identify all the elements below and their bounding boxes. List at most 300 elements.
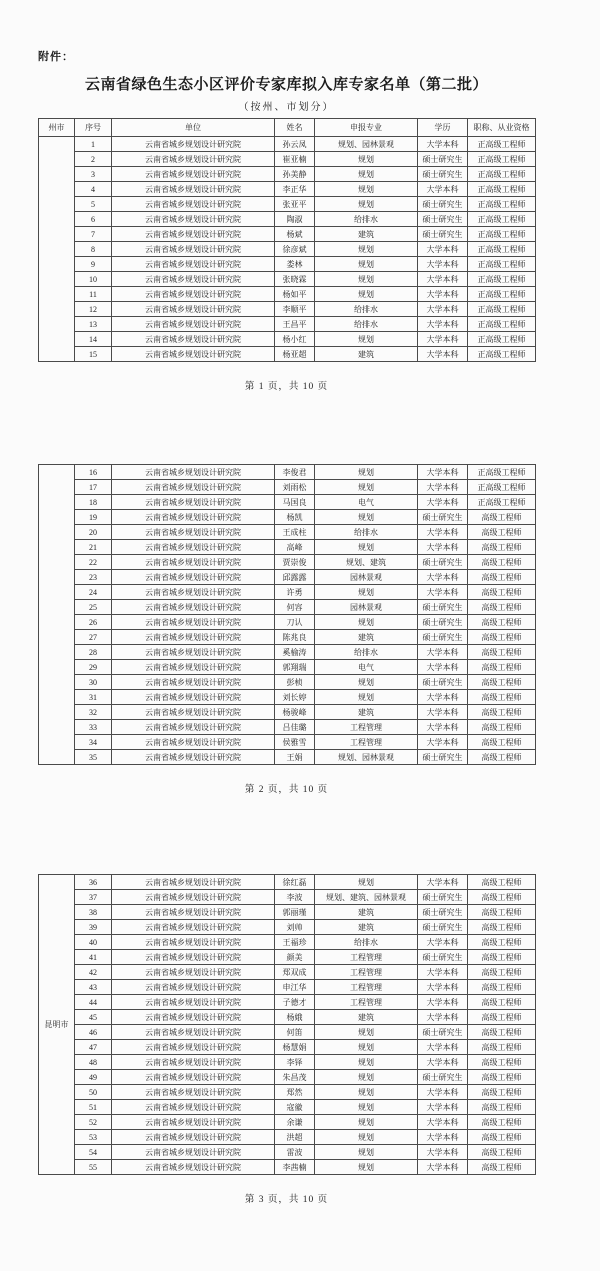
expert-name: 申江华 [275, 980, 315, 995]
declared-major: 规划 [315, 287, 418, 302]
unit: 云南省城乡规划设计研究院 [112, 905, 275, 920]
expert-name: 侯雅雪 [275, 735, 315, 750]
unit: 云南省城乡规划设计研究院 [112, 720, 275, 735]
professional-title: 高级工程师 [468, 525, 536, 540]
professional-title: 高级工程师 [468, 920, 536, 935]
education: 大学本科 [418, 1115, 468, 1130]
table-row [39, 1085, 536, 1100]
education: 大学本科 [418, 137, 468, 152]
declared-major: 规划 [315, 197, 418, 212]
table-row [39, 615, 536, 630]
table-row [39, 600, 536, 615]
professional-title: 高级工程师 [468, 995, 536, 1010]
professional-title: 高级工程师 [468, 735, 536, 750]
unit: 云南省城乡规划设计研究院 [112, 570, 275, 585]
education: 大学本科 [418, 272, 468, 287]
professional-title: 正高级工程师 [468, 227, 536, 242]
table-row [39, 555, 536, 570]
professional-title: 正高级工程师 [468, 212, 536, 227]
education: 硕士研究生 [418, 1025, 468, 1040]
table-row [39, 1130, 536, 1145]
expert-name: 杨娥 [275, 1010, 315, 1025]
unit: 云南省城乡规划设计研究院 [112, 1100, 275, 1115]
unit: 云南省城乡规划设计研究院 [112, 920, 275, 935]
unit: 云南省城乡规划设计研究院 [112, 272, 275, 287]
expert-name: 杨凯 [275, 510, 315, 525]
professional-title: 高级工程师 [468, 1010, 536, 1025]
row-number: 5 [75, 197, 112, 212]
declared-major: 规划 [315, 510, 418, 525]
experts-table-page-1 [38, 118, 536, 362]
unit: 云南省城乡规划设计研究院 [112, 600, 275, 615]
expert-name: 李波 [275, 890, 315, 905]
experts-table-page-3 [38, 874, 536, 1175]
table-row [39, 1010, 536, 1025]
unit: 云南省城乡规划设计研究院 [112, 660, 275, 675]
expert-name: 李茜楠 [275, 1160, 315, 1175]
expert-name: 杨小红 [275, 332, 315, 347]
education: 硕士研究生 [418, 750, 468, 765]
unit: 云南省城乡规划设计研究院 [112, 675, 275, 690]
declared-major: 给排水 [315, 302, 418, 317]
table-row [39, 182, 536, 197]
expert-name: 陈兆良 [275, 630, 315, 645]
table-row [39, 750, 536, 765]
table-row [39, 227, 536, 242]
unit: 云南省城乡规划设计研究院 [112, 1040, 275, 1055]
education: 大学本科 [418, 1145, 468, 1160]
expert-name: 杨慧娟 [275, 1040, 315, 1055]
professional-title: 高级工程师 [468, 600, 536, 615]
declared-major: 规划 [315, 1040, 418, 1055]
expert-name: 彭桢 [275, 675, 315, 690]
declared-major: 规划 [315, 1055, 418, 1070]
professional-title: 正高级工程师 [468, 137, 536, 152]
table-row [39, 735, 536, 750]
expert-name: 雷波 [275, 1145, 315, 1160]
table-row [39, 257, 536, 272]
unit: 云南省城乡规划设计研究院 [112, 347, 275, 362]
declared-major: 给排水 [315, 317, 418, 332]
city-cell: 昆明市 [39, 875, 75, 1175]
unit: 云南省城乡规划设计研究院 [112, 212, 275, 227]
expert-name: 刀认 [275, 615, 315, 630]
row-number: 40 [75, 935, 112, 950]
declared-major: 规划 [315, 242, 418, 257]
table-row [39, 480, 536, 495]
declared-major: 工程管理 [315, 995, 418, 1010]
row-number: 1 [75, 137, 112, 152]
professional-title: 高级工程师 [468, 875, 536, 890]
education: 硕士研究生 [418, 920, 468, 935]
education: 硕士研究生 [418, 675, 468, 690]
declared-major: 工程管理 [315, 980, 418, 995]
education: 大学本科 [418, 875, 468, 890]
education: 硕士研究生 [418, 600, 468, 615]
unit: 云南省城乡规划设计研究院 [112, 1160, 275, 1175]
experts-table-page-2 [38, 464, 536, 765]
expert-name: 刘长婷 [275, 690, 315, 705]
row-number: 26 [75, 615, 112, 630]
professional-title: 正高级工程师 [468, 302, 536, 317]
declared-major: 电气 [315, 660, 418, 675]
education: 大学本科 [418, 1040, 468, 1055]
expert-name: 王福珍 [275, 935, 315, 950]
declared-major: 规划 [315, 1115, 418, 1130]
row-number: 20 [75, 525, 112, 540]
unit: 云南省城乡规划设计研究院 [112, 480, 275, 495]
declared-major: 规划 [315, 540, 418, 555]
table-row [39, 920, 536, 935]
expert-name: 徐彦斌 [275, 242, 315, 257]
row-number: 38 [75, 905, 112, 920]
professional-title: 正高级工程师 [468, 167, 536, 182]
declared-major: 建筑 [315, 347, 418, 362]
table-row [39, 660, 536, 675]
expert-name: 许勇 [275, 585, 315, 600]
table-row [39, 1070, 536, 1085]
expert-name: 寇徽 [275, 1100, 315, 1115]
education: 大学本科 [418, 495, 468, 510]
table-row [39, 347, 536, 362]
table-row [39, 525, 536, 540]
education: 硕士研究生 [418, 905, 468, 920]
education: 大学本科 [418, 332, 468, 347]
education: 大学本科 [418, 525, 468, 540]
education: 大学本科 [418, 480, 468, 495]
education: 硕士研究生 [418, 615, 468, 630]
row-number: 22 [75, 555, 112, 570]
document-body [38, 73, 535, 1205]
row-number: 43 [75, 980, 112, 995]
expert-name: 杨如平 [275, 287, 315, 302]
page-footer-1: 第 1 页，共 10 页 [244, 382, 329, 392]
row-number: 23 [75, 570, 112, 585]
expert-name: 王成柱 [275, 525, 315, 540]
table-row [39, 272, 536, 287]
unit: 云南省城乡规划设计研究院 [112, 137, 275, 152]
expert-name: 洪超 [275, 1130, 315, 1145]
table-body-page-3 [39, 875, 536, 1175]
row-number: 25 [75, 600, 112, 615]
expert-name: 李铎 [275, 1055, 315, 1070]
col-header-city: 州市 [39, 119, 75, 137]
professional-title: 正高级工程师 [468, 332, 536, 347]
unit: 云南省城乡规划设计研究院 [112, 317, 275, 332]
education: 大学本科 [418, 182, 468, 197]
table-row [39, 995, 536, 1010]
declared-major: 规划 [315, 257, 418, 272]
unit: 云南省城乡规划设计研究院 [112, 465, 275, 480]
page-subtitle: （按州、市划分） [238, 102, 335, 113]
page-title: 云南省绿色生态小区评价专家库拟入库专家名单（第二批） [84, 77, 488, 93]
expert-name: 王娟 [275, 750, 315, 765]
table-row [39, 965, 536, 980]
education: 大学本科 [418, 935, 468, 950]
professional-title: 高级工程师 [468, 660, 536, 675]
professional-title: 正高级工程师 [468, 272, 536, 287]
table-row [39, 905, 536, 920]
professional-title: 正高级工程师 [468, 495, 536, 510]
expert-name: 高峰 [275, 540, 315, 555]
expert-name: 吕佳璐 [275, 720, 315, 735]
declared-major: 规划 [315, 332, 418, 347]
expert-name: 陶淑 [275, 212, 315, 227]
row-number: 33 [75, 720, 112, 735]
unit: 云南省城乡规划设计研究院 [112, 585, 275, 600]
expert-name: 娄林 [275, 257, 315, 272]
expert-name: 颜美 [275, 950, 315, 965]
declared-major: 规划 [315, 1100, 418, 1115]
unit: 云南省城乡规划设计研究院 [112, 555, 275, 570]
professional-title: 正高级工程师 [468, 242, 536, 257]
row-number: 2 [75, 152, 112, 167]
professional-title: 高级工程师 [468, 510, 536, 525]
education: 大学本科 [418, 690, 468, 705]
professional-title: 高级工程师 [468, 1055, 536, 1070]
unit: 云南省城乡规划设计研究院 [112, 197, 275, 212]
table-row [39, 465, 536, 480]
declared-major: 建筑 [315, 705, 418, 720]
professional-title: 高级工程师 [468, 1100, 536, 1115]
declared-major: 给排水 [315, 935, 418, 950]
unit: 云南省城乡规划设计研究院 [112, 890, 275, 905]
expert-name: 张晓霖 [275, 272, 315, 287]
professional-title: 正高级工程师 [468, 197, 536, 212]
professional-title: 高级工程师 [468, 1160, 536, 1175]
expert-name: 刘雨松 [275, 480, 315, 495]
row-number: 45 [75, 1010, 112, 1025]
professional-title: 正高级工程师 [468, 480, 536, 495]
city-cell [39, 137, 75, 362]
row-number: 17 [75, 480, 112, 495]
row-number: 46 [75, 1025, 112, 1040]
declared-major: 规划、园林景观 [315, 750, 418, 765]
declared-major: 规划 [315, 875, 418, 890]
row-number: 35 [75, 750, 112, 765]
city-cell [39, 465, 75, 765]
table-row [39, 332, 536, 347]
declared-major: 园林景观 [315, 570, 418, 585]
table-row [39, 540, 536, 555]
table-row [39, 137, 536, 152]
table-row [39, 935, 536, 950]
expert-name: 杨亚超 [275, 347, 315, 362]
unit: 云南省城乡规划设计研究院 [112, 995, 275, 1010]
row-number: 54 [75, 1145, 112, 1160]
unit: 云南省城乡规划设计研究院 [112, 615, 275, 630]
professional-title: 高级工程师 [468, 890, 536, 905]
education: 硕士研究生 [418, 510, 468, 525]
education: 大学本科 [418, 287, 468, 302]
unit: 云南省城乡规划设计研究院 [112, 1010, 275, 1025]
row-number: 8 [75, 242, 112, 257]
professional-title: 高级工程师 [468, 1145, 536, 1160]
table-row [39, 242, 536, 257]
row-number: 19 [75, 510, 112, 525]
attachment-label: 附件： [38, 51, 74, 63]
page-footer-3: 第 3 页，共 10 页 [244, 1195, 329, 1205]
row-number: 6 [75, 212, 112, 227]
education: 硕士研究生 [418, 167, 468, 182]
unit: 云南省城乡规划设计研究院 [112, 525, 275, 540]
table-header [39, 119, 536, 137]
unit: 云南省城乡规划设计研究院 [112, 257, 275, 272]
declared-major: 规划 [315, 152, 418, 167]
unit: 云南省城乡规划设计研究院 [112, 227, 275, 242]
education: 大学本科 [418, 347, 468, 362]
expert-name: 李俊君 [275, 465, 315, 480]
row-number: 50 [75, 1085, 112, 1100]
professional-title: 高级工程师 [468, 1115, 536, 1130]
education: 大学本科 [418, 1085, 468, 1100]
unit: 云南省城乡规划设计研究院 [112, 510, 275, 525]
unit: 云南省城乡规划设计研究院 [112, 1130, 275, 1145]
declared-major: 给排水 [315, 645, 418, 660]
unit: 云南省城乡规划设计研究院 [112, 935, 275, 950]
table-body-page-2 [39, 465, 536, 765]
col-header-education: 学历 [418, 119, 468, 137]
professional-title: 高级工程师 [468, 585, 536, 600]
professional-title: 高级工程师 [468, 690, 536, 705]
declared-major: 园林景观 [315, 600, 418, 615]
row-number: 29 [75, 660, 112, 675]
table-row [39, 287, 536, 302]
table-row [39, 585, 536, 600]
professional-title: 高级工程师 [468, 965, 536, 980]
education: 大学本科 [418, 645, 468, 660]
professional-title: 高级工程师 [468, 935, 536, 950]
professional-title: 正高级工程师 [468, 347, 536, 362]
education: 硕士研究生 [418, 227, 468, 242]
professional-title: 正高级工程师 [468, 182, 536, 197]
row-number: 10 [75, 272, 112, 287]
table-row [39, 875, 536, 890]
unit: 云南省城乡规划设计研究院 [112, 645, 275, 660]
declared-major: 规划 [315, 1145, 418, 1160]
expert-name: 张亚平 [275, 197, 315, 212]
table-row [39, 1145, 536, 1160]
education: 大学本科 [418, 720, 468, 735]
table-row [39, 1160, 536, 1175]
unit: 云南省城乡规划设计研究院 [112, 1145, 275, 1160]
expert-name: 李顺平 [275, 302, 315, 317]
row-number: 24 [75, 585, 112, 600]
unit: 云南省城乡规划设计研究院 [112, 965, 275, 980]
education: 大学本科 [418, 980, 468, 995]
table-row [39, 675, 536, 690]
declared-major: 电气 [315, 495, 418, 510]
row-number: 55 [75, 1160, 112, 1175]
col-header-major: 申报专业 [315, 119, 418, 137]
col-header-unit: 单位 [112, 119, 275, 137]
unit: 云南省城乡规划设计研究院 [112, 875, 275, 890]
professional-title: 高级工程师 [468, 905, 536, 920]
row-number: 49 [75, 1070, 112, 1085]
expert-name: 邱露露 [275, 570, 315, 585]
table-row [39, 705, 536, 720]
row-number: 9 [75, 257, 112, 272]
professional-title: 高级工程师 [468, 980, 536, 995]
education: 硕士研究生 [418, 890, 468, 905]
declared-major: 建筑 [315, 920, 418, 935]
education: 硕士研究生 [418, 555, 468, 570]
unit: 云南省城乡规划设计研究院 [112, 1070, 275, 1085]
unit: 云南省城乡规划设计研究院 [112, 705, 275, 720]
unit: 云南省城乡规划设计研究院 [112, 302, 275, 317]
expert-name: 何容 [275, 600, 315, 615]
unit: 云南省城乡规划设计研究院 [112, 1115, 275, 1130]
row-number: 42 [75, 965, 112, 980]
education: 大学本科 [418, 257, 468, 272]
professional-title: 高级工程师 [468, 950, 536, 965]
expert-name: 王昌平 [275, 317, 315, 332]
professional-title: 高级工程师 [468, 1025, 536, 1040]
education: 硕士研究生 [418, 950, 468, 965]
expert-name: 孙美静 [275, 167, 315, 182]
table-row [39, 645, 536, 660]
page-footer-2: 第 2 页，共 10 页 [244, 785, 329, 795]
education: 大学本科 [418, 1010, 468, 1025]
expert-name: 郑然 [275, 1085, 315, 1100]
declared-major: 给排水 [315, 525, 418, 540]
professional-title: 高级工程师 [468, 555, 536, 570]
col-header-number: 序号 [75, 119, 112, 137]
row-number: 16 [75, 465, 112, 480]
declared-major: 规划 [315, 675, 418, 690]
expert-name: 刘帅 [275, 920, 315, 935]
professional-title: 高级工程师 [468, 675, 536, 690]
education: 大学本科 [418, 540, 468, 555]
table-row [39, 1055, 536, 1070]
table-row [39, 317, 536, 332]
declared-major: 规划 [315, 585, 418, 600]
education: 大学本科 [418, 995, 468, 1010]
professional-title: 高级工程师 [468, 720, 536, 735]
education: 大学本科 [418, 1100, 468, 1115]
unit: 云南省城乡规划设计研究院 [112, 182, 275, 197]
professional-title: 正高级工程师 [468, 465, 536, 480]
expert-name: 贾崇俊 [275, 555, 315, 570]
row-number: 18 [75, 495, 112, 510]
professional-title: 高级工程师 [468, 1130, 536, 1145]
row-number: 39 [75, 920, 112, 935]
education: 硕士研究生 [418, 1070, 468, 1085]
declared-major: 规划 [315, 1160, 418, 1175]
expert-name: 马国良 [275, 495, 315, 510]
education: 硕士研究生 [418, 630, 468, 645]
declared-major: 规划 [315, 465, 418, 480]
unit: 云南省城乡规划设计研究院 [112, 287, 275, 302]
col-header-name: 姓名 [275, 119, 315, 137]
row-number: 48 [75, 1055, 112, 1070]
education: 大学本科 [418, 570, 468, 585]
declared-major: 建筑 [315, 630, 418, 645]
table-row [39, 630, 536, 645]
row-number: 53 [75, 1130, 112, 1145]
unit: 云南省城乡规划设计研究院 [112, 1055, 275, 1070]
unit: 云南省城乡规划设计研究院 [112, 495, 275, 510]
education: 大学本科 [418, 660, 468, 675]
unit: 云南省城乡规划设计研究院 [112, 152, 275, 167]
professional-title: 高级工程师 [468, 705, 536, 720]
expert-name: 杨斌 [275, 227, 315, 242]
education: 大学本科 [418, 735, 468, 750]
row-number: 34 [75, 735, 112, 750]
education: 大学本科 [418, 1160, 468, 1175]
expert-name: 徐红磊 [275, 875, 315, 890]
table-row [39, 890, 536, 905]
